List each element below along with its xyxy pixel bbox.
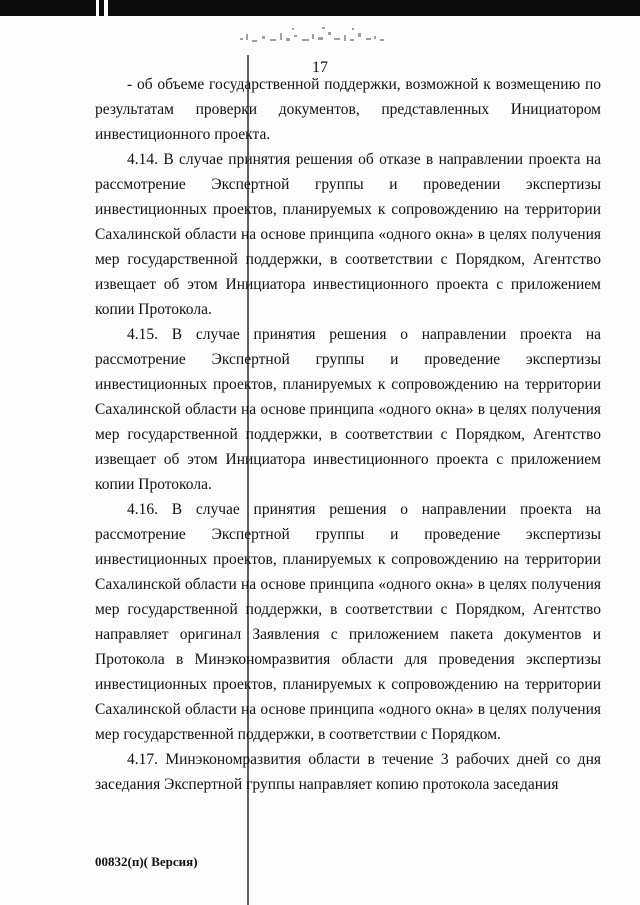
- scan-stamp-artifact: [232, 24, 392, 50]
- page-number: 17: [312, 59, 328, 76]
- paragraph-4-14: 4.14. В случае принятия решения об отказе в направлении проекта на рассмотрение Экспертной группы и проведении экспертизы инвестиционных проектов, планируемых к сопровождению на территории Сахалинской области на основе принципа «одного окна» в целях получения мер государственной поддержки, в соответствии с Порядком, Агентство извещает об этом Инициатора инвестиционного проекта с приложением копии Протокола.: [95, 151, 601, 318]
- document-body: [95, 72, 601, 797]
- paragraph-support-volume: - об объеме государственной поддержки, возможной к возмещению по результатам проверки документов, представленных Инициатором инвестиционного проекта.: [95, 76, 601, 143]
- document-code: 00832(п)( Версия): [95, 854, 198, 869]
- paragraph-4-15: 4.15. В случае принятия решения о направлении проекта на рассмотрение Экспертной группы и проведение экспертизы инвестиционных проектов, планируемых к сопровождению на территории Сахалинской области на основе принципа «одного окна» в целях получения мер государственной поддержки, в соответствии с Порядком, Агентство извещает об этом Инициатора инвестиционного проекта с приложением копии Протокола.: [95, 326, 601, 493]
- paragraph-4-17: 4.17. Минэкономразвития области в течение 3 рабочих дней со дня заседания Экспертной группы направляет копию протокола заседания: [95, 751, 601, 793]
- paragraph-4-16: 4.16. В случае принятия решения о направлении проекта на рассмотрение Экспертной группы и проведение экспертизы инвестиционных проектов, планируемых к сопровождению на территории Сахалинской области на основе принципа «одного окна» в целях получения мер государственной поддержки, в соответствии с Порядком, Агентство направляет оригинал Заявления с приложением пакета документов и Протокола в Минэкономразвития области для проведения экспертизы инвестиционных проектов, планируемых к сопровождению на территории Сахалинской области на основе принципа «одного окна» в целях получения мер государственной поддержки, в соответствии с Порядком.: [95, 501, 601, 743]
- scan-edge-gap: [104, 0, 108, 16]
- scan-top-edge: [0, 0, 640, 16]
- scan-edge-gap: [96, 0, 99, 16]
